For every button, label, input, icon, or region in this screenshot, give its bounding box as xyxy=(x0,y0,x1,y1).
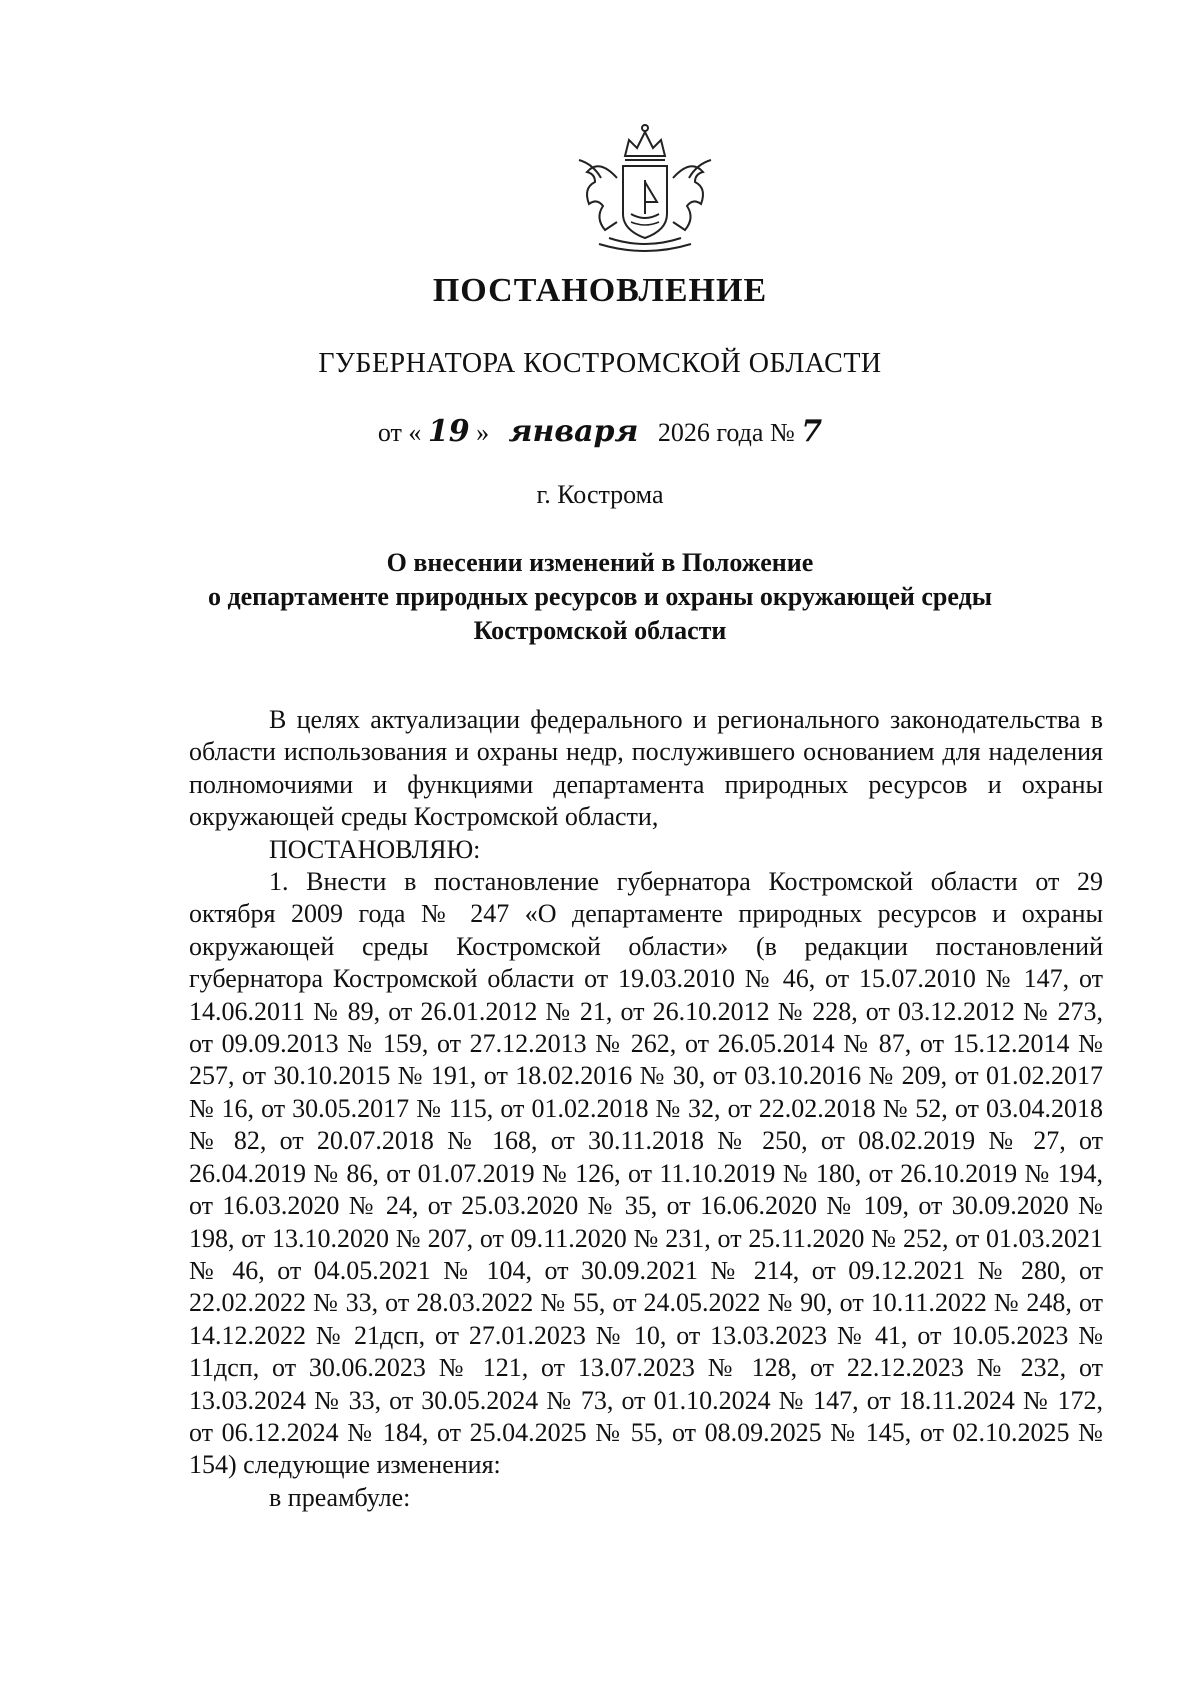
date-day: 19 xyxy=(427,414,470,449)
date-month: января xyxy=(508,414,639,449)
document-body xyxy=(189,704,1103,1514)
heading-line-1: О внесении изменений в Положение xyxy=(386,548,814,577)
preamble-paragraph: В целях актуализации федерального и регионального законодательства в области использования и охраны недр, послужившего основанием для наделения полномочиями и функциями департамента природных ресурсов и охраны окружающей среды Костромской области, xyxy=(189,705,1103,832)
city-line: г. Кострома xyxy=(536,480,664,509)
document-heading xyxy=(120,546,1080,648)
heading-line-3: Костромской области xyxy=(473,616,727,645)
decree-word: ПОСТАНОВЛЯЮ: xyxy=(269,834,481,864)
document-number: 7 xyxy=(801,414,823,449)
date-line xyxy=(0,414,1200,449)
date-prefix: от « xyxy=(377,418,422,447)
heading-line-2: о департаменте природных ресурсов и охраны окружающей среды xyxy=(207,582,993,611)
document-title: ПОСТАНОВЛЕНИЕ xyxy=(432,272,768,309)
issuer-line: ГУБЕРНАТОРА КОСТРОМСКОЙ ОБЛАСТИ xyxy=(318,348,882,379)
date-mid: » xyxy=(476,418,490,447)
date-year: 2026 года № xyxy=(657,418,795,447)
item-1-paragraph: 1. Внести в постановление губернатора Костромской области от 29 октября 2009 года № 247 «О департаменте природных ресурсов и охраны окружающей среды Костромской области» (в редакции постановлений губернатора Костромской области от 19.03.2010 № 46, от 15.07.2010 № 147, от 14.06.2011 № 89, от 26.01.2012 № 21, от 26.10.2012 № 228, от 03.12.2012 № 273, от 09.09.2013 № 159, от 27.12.2013 № 262, от 26.05.2014 № 87, от 15.12.2014 № 257, от 30.10.2015 № 191, от 18.02.2016 № 30, от 03.10.2016 № 209, от 01.02.2017 № 16, от 30.05.2017 № 115, от 01.02.2018 № 32, от 22.02.2018 № 52, от 03.04.2018 № 82, от 20.07.2018 № 168, от 30.11.2018 № 250, от 08.02.2019 № 27, от 26.04.2019 № 86, от 01.07.2019 № 126, от 11.10.2019 № 180, от 26.10.2019 № 194, от 16.03.2020 № 24, от 25.03.2020 № 35, от 16.06.2020 № 109, от 30.09.2020 № 198, от 13.10.2020 № 207, от 09.11.2020 № 231, от 25.11.2020 № 252, от 01.03.2021 № 46, от 04.05.2021 № 104, от 30.09.2021 № 214, от 09.12.2021 № 280, от 22.02.2022 № 33, от 28.03.2022 № 55, от 24.05.2022 № 90, от 10.11.2022 № 248, от 14.12.2022 № 21дсп, от 27.01.2023 № 10, от 13.03.2023 № 41, от 10.05.2023 № 11дсп, от 30.06.2023 № 121, от 13.07.2023 № 128, от 22.12.2023 № 232, от 13.03.2024 № 33, от 30.05.2024 № 73, от 01.10.2024 № 147, от 18.11.2024 № 172, от 06.12.2024 № 184, от 25.04.2025 № 55, от 08.09.2025 № 145, от 02.10.2025 № 154) следующие изменения: xyxy=(189,867,1103,1480)
subitem-paragraph: в преамбуле: xyxy=(269,1482,411,1512)
coat-of-arms-icon xyxy=(565,118,725,260)
